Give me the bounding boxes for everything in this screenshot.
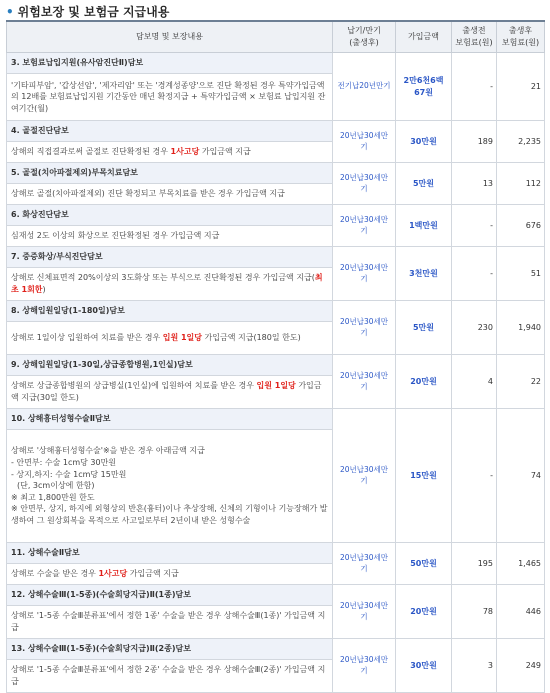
desc-line: (단, 3cm이상에 한함) [17,481,95,491]
amount-cell: 30만원 [396,639,452,693]
pre-birth-cell: - [452,205,497,247]
coverage-desc: 상해로 1일이상 입원하여 치료를 받은 경우 입원 1일당 가입금액 지급(180일 한도) [7,322,333,355]
table-row-title [7,163,545,184]
coverage-title: 6. 화상진단담보 [7,205,333,226]
amount-cell: 15만원 [396,409,452,543]
table-row-title [7,355,545,376]
term-cell: 전기납20년만기 [333,53,396,121]
amount-cell: 1백만원 [396,205,452,247]
post-birth-cell: 249 [497,639,545,693]
pre-birth-cell: 195 [452,543,497,585]
header-amount: 가입금액 [396,21,452,53]
coverage-desc: 상해로 골절(치아파절제외) 진단 확정되고 부목치료를 받은 경우 가입금액 지급 [7,184,333,205]
section-heading [6,3,169,20]
coverage-title: 12. 상해수술Ⅲ(1-5종)(수술회당지급)Ⅱ(1종)담보 [7,585,333,606]
desc-line: ※ 안면부, 상지, 하지에 외형상의 반흔(흉터)이나 추상장해, 신체의 기형이나 기능장해가 발생하여 그 원상회복을 목적으로 사고일로부터 2년이내 받은 성형수술 [11,504,328,525]
pre-birth-cell: 13 [452,163,497,205]
table-row-title [7,409,545,430]
post-birth-cell: 1,940 [497,301,545,355]
coverage-title: 3. 보험료납입지원(유사암진단Ⅱ)담보 [7,53,333,74]
pre-birth-cell: 3 [452,639,497,693]
term-cell: 20년납30세만기 [333,355,396,409]
coverage-title: 5. 골절(치아파절제외)부목치료담보 [7,163,333,184]
pre-birth-cell: - [452,409,497,543]
post-birth-cell: 1,465 [497,543,545,585]
table-row-title [7,585,545,606]
table-row-title [7,301,545,322]
amount-cell: 5만원 [396,163,452,205]
coverage-desc: 심재성 2도 이상의 화상으로 진단확정된 경우 가입금액 지급 [7,226,333,247]
post-birth-cell: 51 [497,247,545,301]
desc-line: ※ 최고 1,800만원 한도 [11,492,95,502]
coverage-desc: 상해로 '1-5종 수술Ⅲ분류표'에서 정한 2종' 수술을 받은 경우 상해수술Ⅲ(2종)' 가입금액 지급 [7,660,333,693]
amount-cell: 3천만원 [396,247,452,301]
coverage-desc: 상해로 '1-5종 수술Ⅲ분류표'에서 정한 1종' 수술을 받은 경우 상해수술Ⅲ(1종)' 가입금액 지급 [7,606,333,639]
highlight-text: 1사고당 [98,569,128,579]
amount-cell: 5만원 [396,301,452,355]
post-birth-cell: 446 [497,585,545,639]
pre-birth-cell: - [452,247,497,301]
pre-birth-cell: 230 [452,301,497,355]
term-cell: 20년납30세만기 [333,205,396,247]
post-birth-cell: 21 [497,53,545,121]
coverage-table [6,20,545,693]
coverage-desc: 상해로 수술을 받은 경우 1사고당 가입금액 지급 [7,564,333,585]
coverage-desc: 상해로 상급종합병원의 상급병실(1인실)에 입원하여 치료를 받은 경우 입원 1일당 가입금액 지급(30일 한도) [7,376,333,409]
post-birth-cell: 22 [497,355,545,409]
coverage-desc: 상해로 신체표면적 20%이상의 3도화상 또는 부식으로 진단확정된 경우 가입금액 지급(최초 1회한) [7,268,333,301]
coverage-desc: 상해의 직접결과로써 골절로 진단확정된 경우 1사고당 가입금액 지급 [7,142,333,163]
desc-line: - 상지,하지: 수술 1cm당 15만원 [11,469,127,479]
table-row-title [7,639,545,660]
table-row-title [7,543,545,564]
term-cell: 20년납30세만기 [333,543,396,585]
coverage-title: 11. 상해수술Ⅱ담보 [7,543,333,564]
term-cell: 20년납30세만기 [333,585,396,639]
coverage-title: 4. 골절진단담보 [7,121,333,142]
post-birth-cell: 2,235 [497,121,545,163]
coverage-title: 13. 상해수술Ⅲ(1-5종)(수술회당지급)Ⅱ(2종)담보 [7,639,333,660]
desc-line: 상해로 '상해흉터성형수술'※을 받은 경우 아래금액 지급 [11,446,205,456]
post-birth-cell: 112 [497,163,545,205]
highlight-text: 1사고당 [170,147,200,157]
term-cell: 20년납30세만기 [333,301,396,355]
heading-bullet: • [6,5,14,19]
pre-birth-cell: 4 [452,355,497,409]
post-birth-cell: 74 [497,409,545,543]
heading-text: 위험보장 및 보험금 지급내용 [17,5,170,19]
coverage-title: 9. 상해입원일당(1-30일,상급종합병원,1인실)담보 [7,355,333,376]
coverage-desc [7,430,333,543]
coverage-desc: '기타피부암', '갑상선암', '제자리암' 또는 '경계성종양'으로 진단 확정된 경우 특약가입금액의 12배를 보험료납입지원 기간동안 매년 확정지급 + 특약가입금액 × 보험료 납입지원 잔여기간(월) [7,74,333,121]
amount-cell: 20만원 [396,585,452,639]
amount-cell: 20만원 [396,355,452,409]
coverage-title: 8. 상해입원일당(1-180일)담보 [7,301,333,322]
term-cell: 20년납30세만기 [333,409,396,543]
header-term: 납기/만기 (출생후) [333,21,396,53]
header-pre-birth: 출생전 보험료(원) [452,21,497,53]
highlight-text: 입원 1일당 [162,333,202,343]
pre-birth-cell: - [452,53,497,121]
term-cell: 20년납30세만기 [333,163,396,205]
table-row-title [7,247,545,268]
highlight-text: 최초 1회한 [11,273,323,294]
desc-line: - 안면부: 수술 1cm당 30만원 [11,458,117,468]
table-row-title [7,205,545,226]
header-post-birth: 출생후 보험료(원) [497,21,545,53]
amount-cell: 2만6천6백67원 [396,53,452,121]
header-coverage: 담보명 및 보장내용 [7,21,333,53]
post-birth-cell: 676 [497,205,545,247]
coverage-title: 10. 상해흉터성형수술Ⅱ담보 [7,409,333,430]
coverage-title: 7. 중증화상/부식진단담보 [7,247,333,268]
term-cell: 20년납30세만기 [333,247,396,301]
pre-birth-cell: 189 [452,121,497,163]
amount-cell: 30만원 [396,121,452,163]
table-row-title [7,121,545,142]
amount-cell: 50만원 [396,543,452,585]
highlight-text: 입원 1일당 [256,381,296,391]
table-row-title [7,53,545,74]
table-header-row [7,21,545,53]
term-cell: 20년납30세만기 [333,639,396,693]
term-cell: 20년납30세만기 [333,121,396,163]
pre-birth-cell: 78 [452,585,497,639]
